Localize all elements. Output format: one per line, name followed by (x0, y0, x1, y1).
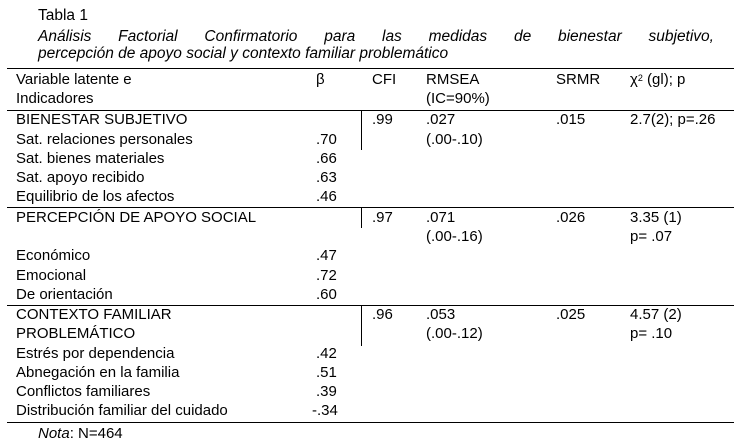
table-label: Tabla 1 (38, 7, 88, 24)
note-label: Nota (38, 425, 70, 442)
indicator-name: Equilibrio de los afectos (16, 188, 175, 205)
block-rule (7, 207, 734, 208)
indicator-name: Sat. relaciones personales (16, 131, 193, 148)
cfi-value: .97 (372, 209, 393, 226)
chi-value: 2.7(2); p=.26 (630, 111, 716, 128)
indicator-beta: -.34 (312, 402, 338, 419)
header-srmr: SRMR (556, 71, 601, 88)
header-beta: β (316, 71, 325, 88)
indicator-beta: .60 (316, 286, 337, 303)
indicator-beta: .42 (316, 345, 337, 362)
indicator-beta: .39 (316, 383, 337, 400)
indicator-name: Sat. bienes materiales (16, 150, 165, 167)
rmsea-interval: (.00-.10) (426, 131, 483, 148)
cfi-value: .99 (372, 111, 393, 128)
separator-line (361, 306, 362, 346)
header-chi (630, 71, 685, 89)
indicator-beta: .46 (316, 188, 337, 205)
indicator-beta: .70 (316, 131, 337, 148)
latent-variable: PERCEPCIÓN DE APOYO SOCIAL (16, 209, 257, 226)
chi-exponent: 2 (637, 73, 643, 83)
chi-symbol: χ (630, 71, 638, 88)
header-rmsea-1: RMSEA (426, 71, 480, 88)
table-caption (38, 28, 714, 62)
indicator-name: Estrés por dependencia (16, 345, 175, 362)
table-bottom-rule (7, 422, 734, 423)
indicator-beta: .51 (316, 364, 337, 381)
indicator-name: Sat. apoyo recibido (16, 169, 145, 186)
caption-line-1: Análisis Factorial Confirmatorio para las medidas de bienestar subjetivo, (38, 28, 714, 45)
chi-rest: (gl); p (642, 71, 686, 88)
rmsea-value: .053 (426, 306, 456, 323)
chi-p-value: p= .10 (630, 325, 673, 342)
header-variable-2: Indicadores (16, 90, 94, 107)
chi-p-value: p= .07 (630, 228, 673, 245)
indicator-beta: .47 (316, 247, 337, 264)
latent-variable-cont: PROBLEMÁTICO (16, 325, 136, 342)
srmr-value: .015 (556, 111, 586, 128)
indicator-name: De orientación (16, 286, 113, 303)
header-cfi: CFI (372, 71, 397, 88)
indicator-name: Abnegación en la familia (16, 364, 180, 381)
separator-line (361, 208, 362, 228)
rmsea-interval: (.00-.16) (426, 228, 483, 245)
rmsea-interval: (.00-.12) (426, 325, 483, 342)
table-top-rule (7, 68, 734, 69)
indicator-name: Económico (16, 247, 91, 264)
indicator-beta: .72 (316, 267, 337, 284)
rmsea-value: .027 (426, 111, 456, 128)
header-variable-1: Variable latente e (16, 71, 132, 88)
header-rmsea-2: (IC=90%) (426, 90, 490, 107)
table-note (38, 425, 123, 443)
indicator-name: Distribución familiar del cuidado (16, 402, 228, 419)
rmsea-value: .071 (426, 209, 456, 226)
indicator-beta: .63 (316, 169, 337, 186)
indicator-beta: .66 (316, 150, 337, 167)
chi-value: 4.57 (2) (630, 306, 682, 323)
indicator-name: Emocional (16, 267, 87, 284)
separator-line (361, 110, 362, 150)
srmr-value: .026 (556, 209, 586, 226)
caption-line-2: percepción de apoyo social y contexto familiar problemático (38, 45, 449, 62)
indicator-name: Conflictos familiares (16, 383, 151, 400)
latent-variable: BIENESTAR SUBJETIVO (16, 111, 188, 128)
note-text: : N=464 (69, 425, 123, 442)
srmr-value: .025 (556, 306, 586, 323)
latent-variable: CONTEXTO FAMILIAR (16, 306, 172, 323)
chi-value: 3.35 (1) (630, 209, 682, 226)
cfi-value: .96 (372, 306, 393, 323)
